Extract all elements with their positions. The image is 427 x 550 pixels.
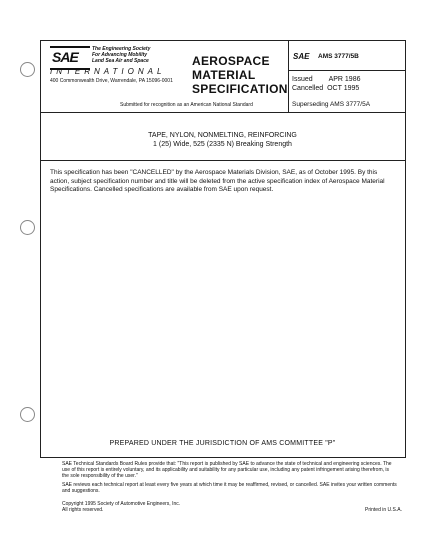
footer-disclaimer: SAE Technical Standards Board Rules provide that: "This report is published by SAE to advance the state of technical and engineering sciences. The use of this report is entirely voluntary, and its applicability and suitability for any particular use, including any patent infringement arising therefrom, is the sole responsibility of the user." (62, 461, 392, 479)
cancellation-notice: This specification has been "CANCELLED" by the Aerospace Materials Division, SAE, as of October 1995. By this action, subject specification number and title will be deleted from the active specification index of Aerospace Material Specifications. Cancelled specifications are available from SAE upon request. (50, 169, 385, 194)
punch-hole-bottom (20, 407, 35, 422)
subject-title: TAPE, NYLON, NONMELTING, REINFORCING (148, 132, 297, 139)
document-number: AMS 3777/5B (318, 53, 359, 60)
sae-small-logo: SAE (293, 52, 310, 61)
sae-address: 400 Commonwealth Drive, Warrendale, PA 15096-0001 (50, 78, 173, 84)
title-line-3: SPECIFICATION (192, 82, 288, 96)
footer-review-note: SAE reviews each technical report at least every five years at which time it may be reaffirmed, revised, or cancelled. SAE invites your written comments and suggestions. (62, 482, 397, 494)
punch-hole-top (20, 62, 35, 77)
submitted-note: Submitted for recognition as an American National Standard (120, 102, 253, 108)
society-line-1: The Engineering Society (92, 46, 151, 52)
issued-label: Issued (292, 76, 313, 83)
society-tagline (92, 46, 162, 64)
superseding-note: Superseding AMS 3777/5A (292, 101, 371, 108)
society-line-2: For Advancing Mobility (92, 52, 148, 58)
cancelled-row (292, 85, 359, 93)
docnum-divider (288, 70, 405, 71)
issued-row (292, 76, 361, 84)
subject-subtitle: 1 (25) Wide, 525 (2335 N) Breaking Strength (153, 141, 292, 148)
footer-rights: All rights reserved. (62, 507, 104, 513)
cancelled-label: Cancelled (292, 85, 324, 92)
document-type-title (192, 54, 288, 96)
cancelled-date: OCT 1995 (327, 85, 360, 92)
issued-date: APR 1986 (328, 76, 361, 83)
subject-bottom-rule (40, 160, 405, 161)
jurisdiction-note: PREPARED UNDER THE JURISDICTION OF AMS COMMITTEE "P" (109, 440, 336, 447)
international-label: INTERNATIONAL (50, 67, 166, 76)
footer-printed: Printed in U.S.A. (365, 507, 402, 513)
society-line-3: Land Sea Air and Space (92, 58, 149, 64)
header-bottom-rule (40, 112, 405, 113)
subject-block (40, 131, 405, 149)
sae-logo-text: SAE (52, 49, 78, 65)
footer-copyright: Copyright 1995 Society of Automotive Engineers, Inc. (62, 501, 181, 507)
title-line-1: AEROSPACE (192, 54, 270, 68)
title-line-2: MATERIAL (192, 68, 256, 82)
punch-hole-middle (20, 220, 35, 235)
